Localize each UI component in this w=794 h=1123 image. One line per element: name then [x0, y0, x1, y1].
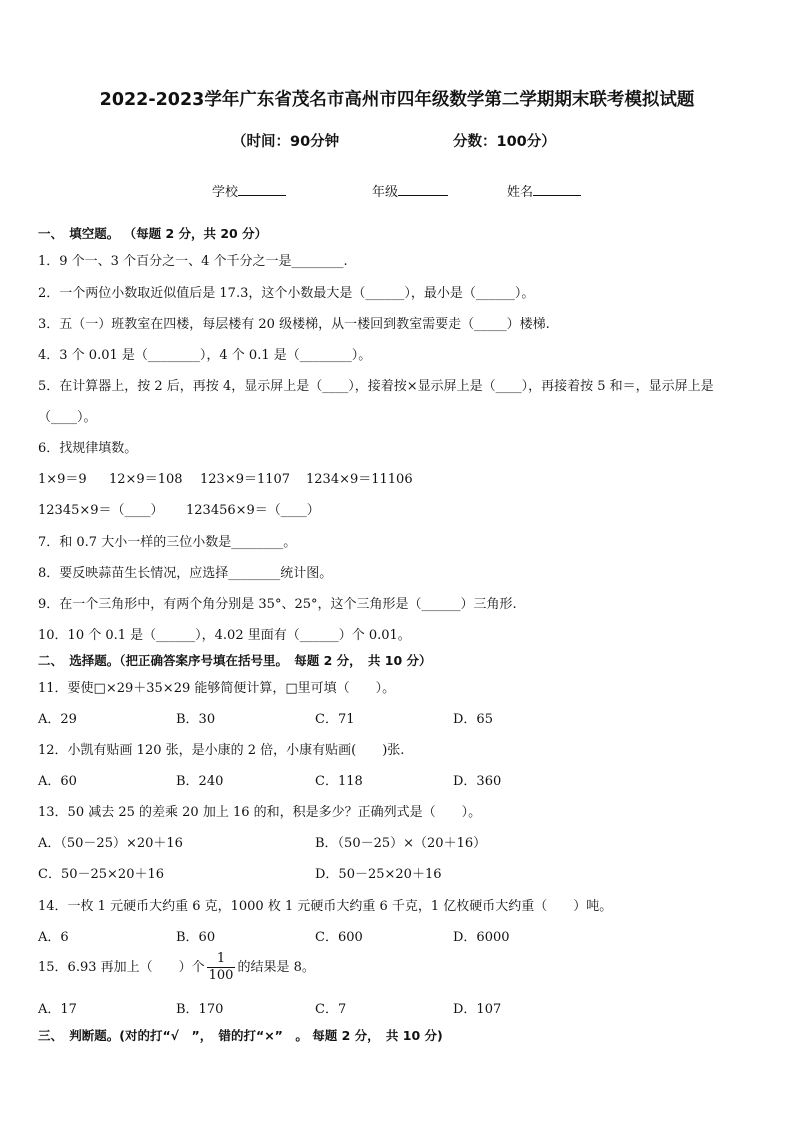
name-blank [533, 183, 581, 196]
page-title: 2022-2023学年广东省茂名市高州市四年级数学第二学期期末联考模拟试题 [99, 90, 695, 110]
option-c: C．7 [315, 1002, 347, 1017]
exam-time: （时间：90分钟 [232, 134, 340, 150]
fraction-denominator: 100 [208, 968, 234, 983]
question-6: 6．找规律填数。 [38, 441, 138, 456]
name-label: 姓名 [507, 185, 534, 200]
fraction [207, 951, 236, 984]
question-15-prefix: 15．6.93 再加上（ ）个 [38, 960, 205, 975]
option-a: A．17 [38, 1002, 77, 1017]
grade-label: 年级 [372, 185, 399, 200]
option-c: C．600 [315, 930, 363, 945]
option-b: B．170 [176, 1002, 224, 1017]
option-d: D．65 [453, 712, 493, 727]
question-5-continued: （____）。 [38, 410, 97, 425]
option-d: D．360 [453, 774, 502, 789]
option-b: B．30 [176, 712, 216, 727]
option-a: A．6 [38, 930, 69, 945]
option-a: A．（50－25）×20＋16 [38, 836, 183, 851]
question-15 [38, 951, 315, 985]
question-13: 13．50 减去 25 的差乘 20 加上 16 的和，积是多少？正确列式是（ ）。 [38, 805, 482, 820]
pattern-answer: 123456×9＝（____） [186, 503, 320, 518]
option-b: B．240 [176, 774, 224, 789]
grade-blank [398, 183, 448, 196]
school-field [212, 181, 286, 200]
school-label: 学校 [212, 185, 239, 200]
section-choice-heading: 二、 选择题。（把正确答案序号填在括号里。 每题 2 分， 共 10 分） [38, 653, 432, 668]
option-b: B．（50－25）×（20＋16） [315, 836, 487, 851]
pattern-item: 1×9＝9 [38, 472, 87, 487]
school-blank [238, 183, 286, 196]
grade-field [372, 181, 448, 200]
option-c: C．118 [315, 774, 363, 789]
name-field [507, 181, 581, 200]
section-fill-heading: 一、 填空题。 （每题 2 分，共 20 分） [38, 226, 268, 241]
option-c: C．71 [315, 712, 355, 727]
option-b: B．60 [176, 930, 216, 945]
question-2: 2．一个两位小数取近似值后是 17.3，这个小数最大是（______），最小是（______）。 [38, 286, 535, 301]
question-1: 1．9 个一、3 个百分之一、4 个千分之一是________. [38, 254, 348, 269]
option-a: A．29 [38, 712, 77, 727]
question-4: 4．3 个 0.01 是（________），4 个 0.1 是（________）。 [38, 348, 372, 363]
option-a: A．60 [38, 774, 77, 789]
question-8: 8．要反映蒜苗生长情况，应选择________统计图。 [38, 566, 333, 581]
question-5: 5．在计算器上，按 2 后，再按 4，显示屏上是（____），接着按×显示屏上是（____），再接着按 5 和＝，显示屏上是 [38, 379, 714, 394]
option-c: C．50－25×20＋16 [38, 867, 165, 882]
section-judge-heading: 三、 判断题。(对的打“√ ”， 错的打“×” 。 每题 2 分， 共 10 分) [38, 1028, 443, 1043]
pattern-item: 123×9＝1107 [200, 472, 291, 487]
pattern-item: 12×9＝108 [109, 472, 183, 487]
question-3: 3．五（一）班教室在四楼，每层楼有 20 级楼梯，从一楼回到教室需要走（_____）楼梯. [38, 317, 550, 332]
option-d: D．6000 [453, 930, 510, 945]
fraction-numerator: 1 [216, 951, 226, 966]
option-d: D．107 [453, 1002, 502, 1017]
question-11: 11．要使□×29＋35×29 能够简便计算，□里可填（ ）。 [38, 681, 396, 696]
question-14: 14．一枚 1 元硬币大约重 6 克，1000 枚 1 元硬币大约重 6 千克，1 亿枚硬币大约重（ ）吨。 [38, 899, 613, 914]
pattern-answer: 12345×9＝（____） [38, 503, 164, 518]
question-12: 12．小凯有贴画 120 张，是小康的 2 倍，小康有贴画( )张. [38, 743, 405, 758]
question-7: 7．和 0.7 大小一样的三位小数是________。 [38, 535, 297, 550]
question-9: 9．在一个三角形中，有两个角分别是 35°、25°，这个三角形是（______）三角形. [38, 597, 517, 612]
exam-score: 分数：100分） [453, 134, 556, 150]
option-d: D．50－25×20＋16 [315, 867, 442, 882]
question-10: 10．10 个 0.1 是（______），4.02 里面有（______）个 0.01。 [38, 628, 411, 643]
question-15-suffix: 的结果是 8。 [237, 960, 315, 975]
pattern-item: 1234×9＝11106 [306, 472, 413, 487]
